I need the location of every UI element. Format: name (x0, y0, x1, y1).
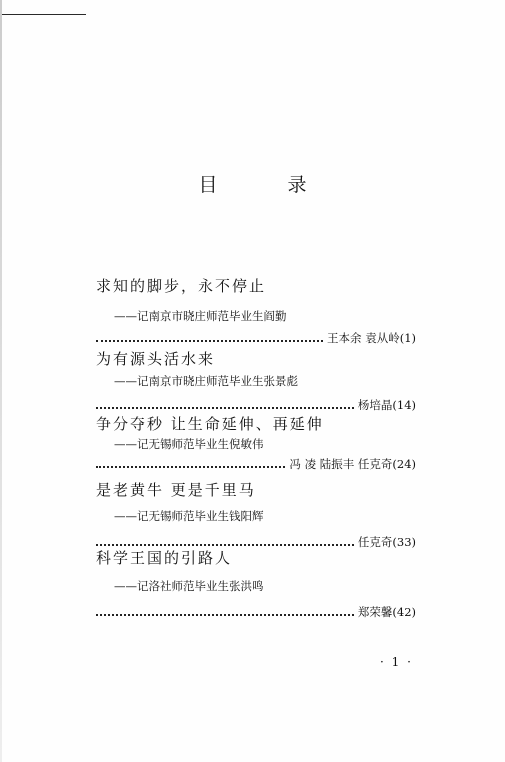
entry-page: (24) (392, 457, 416, 471)
entry-subtitle: ——记南京市晓庄师范毕业生张景彪 (114, 374, 298, 388)
entry-authors: 王本余 袁从岭 (327, 331, 400, 345)
entry-author-line (96, 330, 416, 346)
entry-title: 科学王国的引路人 (96, 549, 233, 567)
scan-edge-top (0, 0, 86, 15)
entry-authors: 杨培晶 (357, 398, 393, 412)
toc-entry-4[interactable] (96, 480, 416, 550)
entry-page: (1) (399, 331, 416, 345)
dot-leader (96, 406, 354, 409)
entry-author-line (96, 456, 416, 472)
toc-entry-3[interactable] (96, 414, 416, 472)
page-title: 目 录 (198, 174, 339, 196)
scan-edge-left (0, 0, 2, 762)
entry-subtitle: ——记南京市晓庄师范毕业生阎勤 (114, 309, 287, 323)
toc-entry-5[interactable] (96, 548, 416, 620)
entry-authors: 任克奇 (357, 535, 393, 549)
entry-authors: 郑荣馨 (357, 605, 393, 619)
dot-leader (96, 465, 285, 468)
entry-subtitle: ——记无锡师范毕业生倪敏伟 (114, 437, 264, 451)
dot-leader (96, 339, 323, 342)
toc-entry-1[interactable] (96, 276, 416, 346)
entry-author-line (96, 604, 416, 620)
dot-leader (96, 613, 354, 616)
dot-leader (96, 543, 354, 546)
entry-title: 争分夺秒 让生命延伸、再延伸 (96, 415, 324, 433)
entry-author-line (96, 397, 416, 413)
toc-entry-2[interactable] (96, 349, 416, 413)
entry-page: (14) (392, 398, 416, 412)
entry-page: (42) (392, 605, 416, 619)
entry-title: 求知的脚步，永不停止 (96, 277, 267, 295)
entry-title: 为有源头活水来 (96, 350, 216, 368)
entry-page: (33) (392, 535, 416, 549)
entry-subtitle: ——记洛社师范毕业生张洪鸣 (114, 579, 264, 593)
entry-title: 是老黄牛 更是千里马 (96, 481, 256, 499)
entry-authors: 冯 凌 陆振丰 任克奇 (289, 457, 393, 471)
entry-subtitle: ——记无锡师范毕业生钱阳辉 (114, 509, 264, 523)
page-number: · 1 · (380, 655, 413, 669)
